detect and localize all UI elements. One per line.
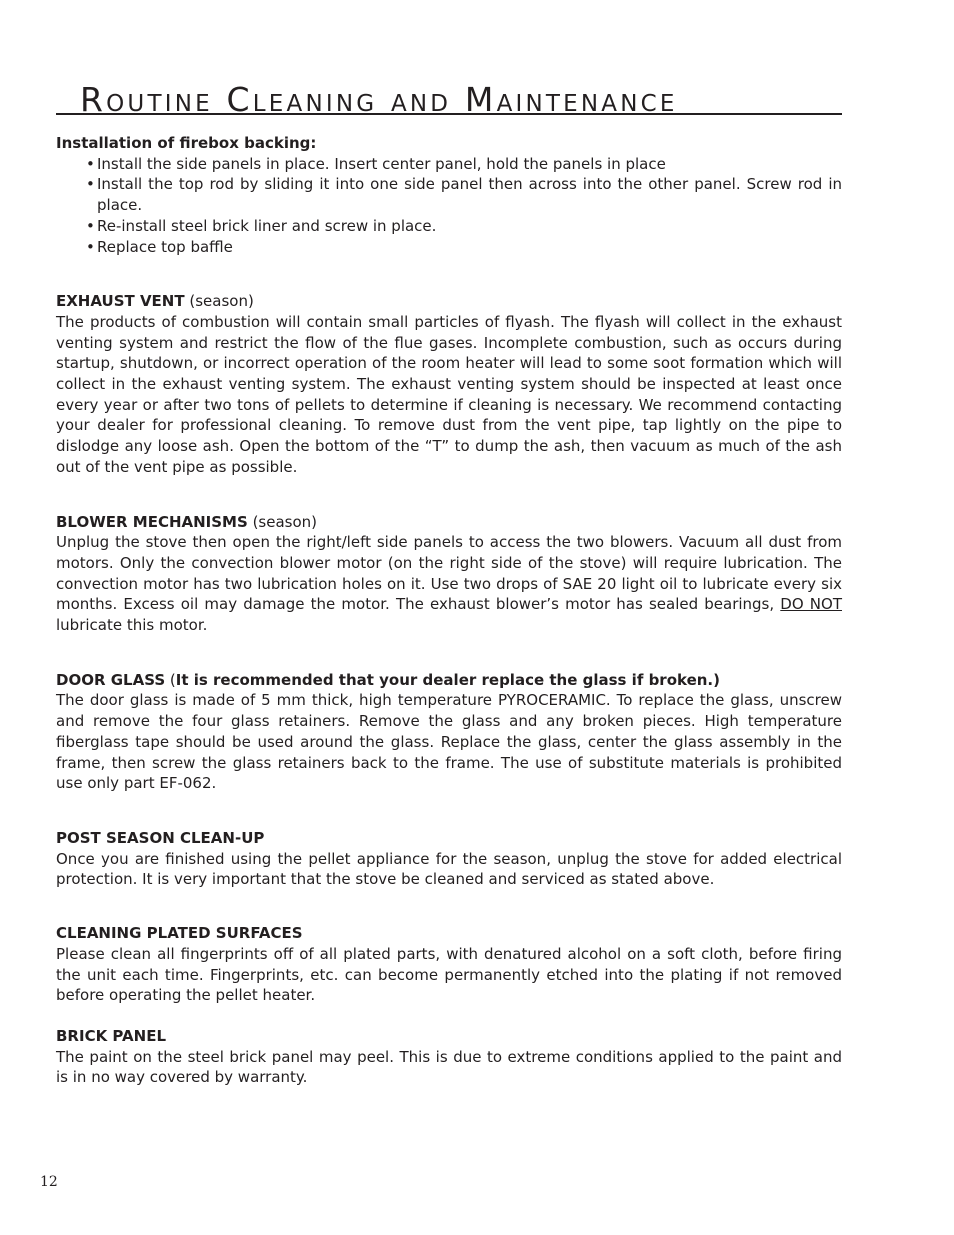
list-item-text: Install the top rod by sliding it into one side panel then across into the other panel. Screw rod in place.: [97, 175, 842, 215]
list-item: [86, 174, 842, 215]
spacer: [56, 636, 842, 670]
spacer: [56, 890, 842, 923]
bullet-glyph: •: [86, 175, 95, 194]
heading-bold: DOOR GLASS: [56, 670, 166, 689]
section-brick-panel: [56, 1026, 842, 1088]
underlined-emphasis: DO NOT: [780, 595, 842, 614]
spacer: [56, 1006, 842, 1026]
heading-bold: BLOWER MECHANISMS: [56, 512, 248, 531]
section-door-glass: [56, 670, 842, 794]
list-item: [86, 237, 842, 258]
spacer: [56, 257, 842, 291]
heading-bold: POST SEASON CLEAN-UP: [56, 828, 265, 847]
section-body: The door glass is made of 5 mm thick, high temperature PYROCERAMIC. To replace the glass, unscrew and remove the four glass retainers. Remove the glass and any broken pieces. High temperature fiberglass tape should be used around the glass. Replace the glass, center the glass assembly in the frame, then screw the glass retainers back to the frame. The use of substitute materials is prohibited use only part EF-062.: [56, 691, 842, 793]
section-heading: [56, 923, 842, 944]
heading-note: (season): [184, 292, 254, 311]
section-firebox-backing: [56, 133, 842, 257]
heading-note: (season): [247, 512, 318, 531]
title-rule: [56, 113, 842, 115]
body-text-end: lubricate this motor.: [56, 616, 208, 635]
section-body: [56, 532, 842, 636]
heading-bold: EXHAUST VENT: [56, 292, 185, 311]
section-heading: [56, 670, 842, 691]
heading-paren: (: [165, 670, 176, 689]
section-plated-surfaces: [56, 923, 842, 1006]
spacer: [56, 478, 842, 512]
section-blower-mechanisms: [56, 512, 842, 636]
section-heading: [56, 828, 842, 849]
heading-bold: CLEANING PLATED SURFACES: [56, 924, 303, 943]
list-item-text: Re-install steel brick liner and screw in place.: [97, 216, 437, 235]
section-body: The products of combustion will contain small particles of flyash. The flyash will collect in the exhaust venting system and restrict the flow of the flue gases. Incomplete combustion, such as occurs during startup, shutdown, or incorrect operation of the room heater will lead to some soot formation which will collect in the exhaust venting system. The exhaust venting system should be inspected at least once every year or after two tons of pellets to determine if cleaning is necessary. We recommend contacting your dealer for professional cleaning. To remove dust from the vent pipe, tap lightly on the pipe to dislodge any loose ash. Open the bottom of the “T” to dump the ash, then vacuum as much of the ash out of the vent pipe as possible.: [56, 312, 842, 476]
page-number: 12: [40, 1174, 58, 1190]
section-heading: [56, 291, 842, 312]
section-body: Once you are finished using the pellet appliance for the season, unplug the stove for added electrical protection. It is very important that the stove be cleaned and serviced as stated above.: [56, 849, 842, 889]
heading-note-bold: It is recommended that your dealer replace the glass if broken.): [175, 670, 720, 689]
section-exhaust-vent: [56, 291, 842, 477]
body-text: Unplug the stove then open the right/left side panels to access the two blowers. Vacuum all dust from motors. Only the convection blower motor (on the right side of the stove) will require lubrication. The convection motor has two lubrication holes on it. Use two drops of SAE 20 light oil to lubricate every six months. Excess oil may damage the motor. The exhaust blower’s motor has sealed bearings,: [56, 533, 842, 614]
bullet-list: [56, 154, 842, 258]
page-content: [56, 133, 842, 1088]
page-title: Routine Cleaning and Maintenance: [80, 80, 678, 119]
list-item-text: Replace top baffle: [97, 237, 233, 256]
heading-bold: BRICK PANEL: [56, 1026, 167, 1045]
spacer: [56, 794, 842, 828]
section-body: The paint on the steel brick panel may peel. This is due to extreme conditions applied to the paint and is in no way covered by warranty.: [56, 1047, 842, 1087]
heading-bold: Installation of firebox backing:: [56, 134, 317, 152]
bullet-glyph: •: [86, 216, 95, 235]
bullet-glyph: •: [86, 237, 95, 256]
list-item-text: Install the side panels in place. Insert center panel, hold the panels in place: [97, 154, 666, 173]
bullet-glyph: •: [86, 154, 95, 173]
section-heading: [56, 133, 842, 154]
list-item: [86, 216, 842, 237]
list-item: [86, 154, 842, 175]
section-post-season: [56, 828, 842, 890]
section-heading: [56, 1026, 842, 1047]
section-body: Please clean all fingerprints off of all plated parts, with denatured alcohol on a soft cloth, before firing the unit each time. Fingerprints, etc. can become permanently etched into the plating if not removed before operating the pellet heater.: [56, 944, 842, 1005]
section-heading: [56, 512, 842, 533]
